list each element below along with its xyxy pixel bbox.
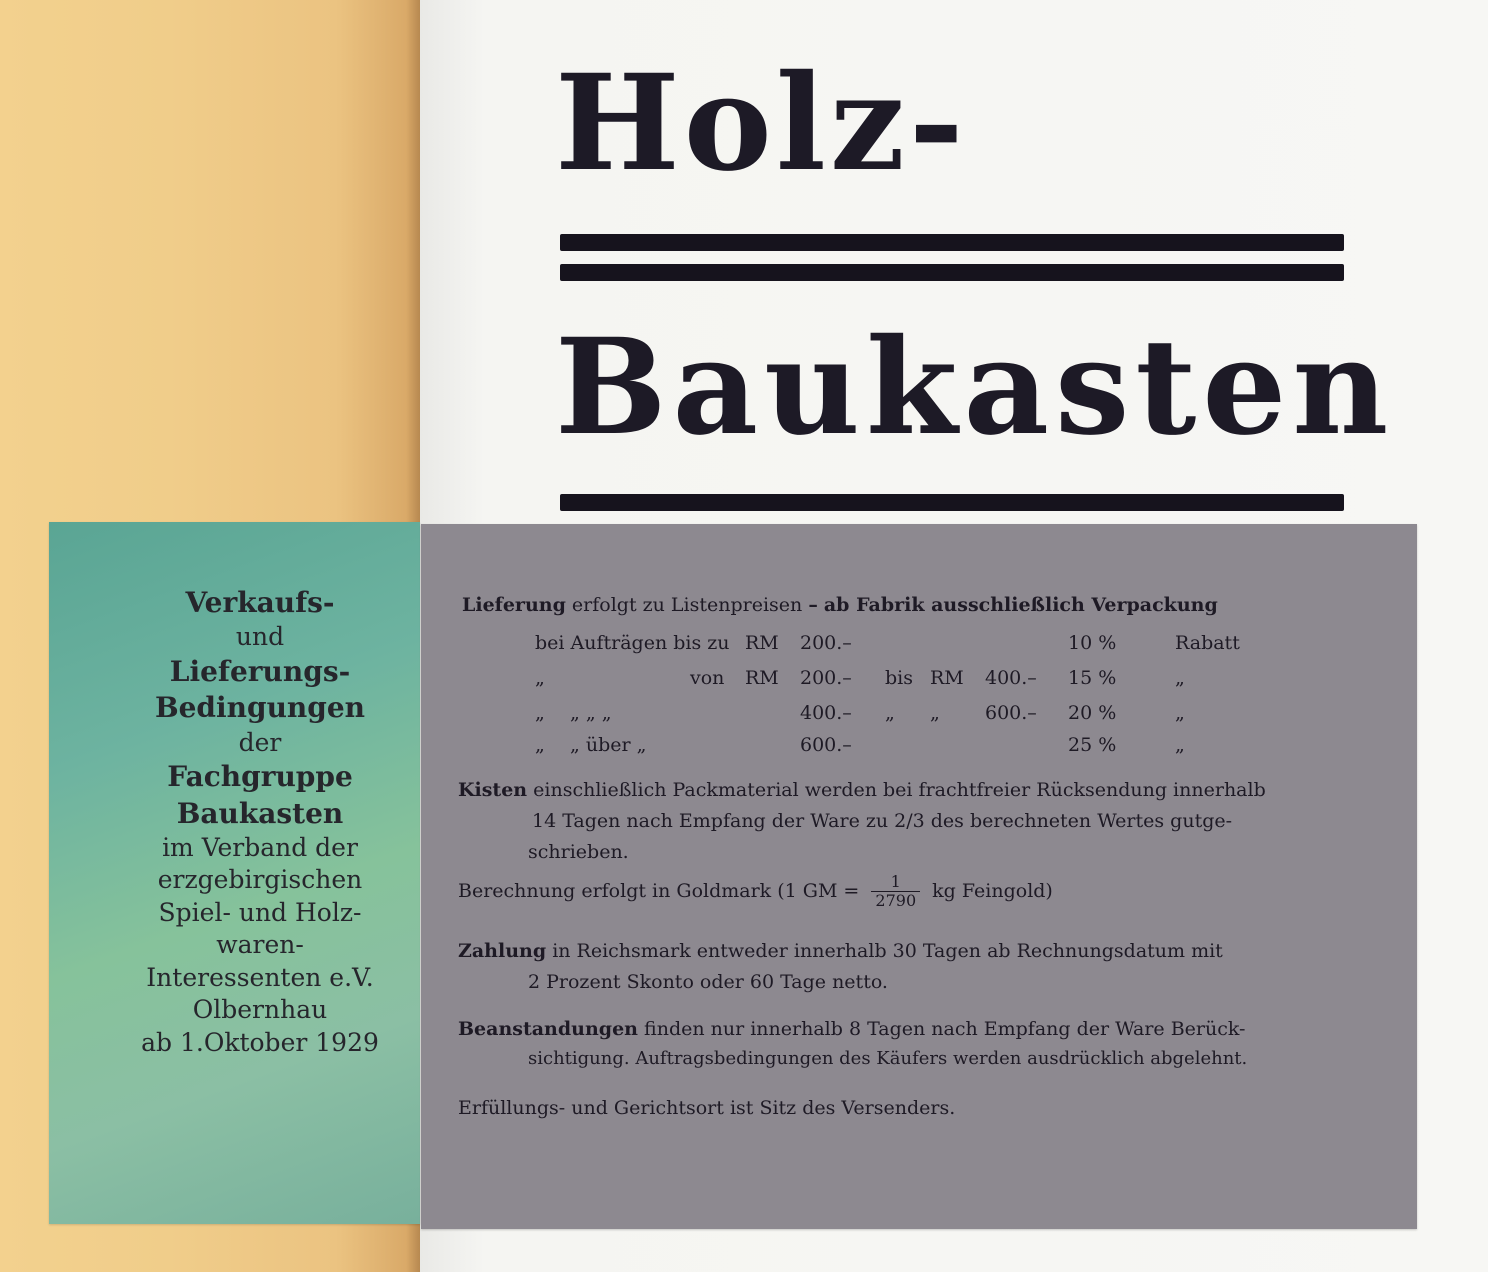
rabatt-amount-1: 400.– [800,702,852,724]
kisten-line-3: schrieben. [528,841,629,863]
rabatt-discount-label: Rabatt [1175,632,1240,654]
cover-line: Spiel- und Holz- [158,897,362,927]
lieferung-line [462,596,1218,615]
rabatt-discount-percent: 25 % [1068,734,1117,756]
rabatt-discount-label: „ [1175,734,1185,756]
cover-line: Lieferungs- [169,654,351,688]
title-line-1: Holz- [555,46,968,201]
rabatt-order-qualifier: bei Aufträgen bis zu [535,632,730,654]
rabatt-amount-2: 400.– [985,667,1037,689]
title-rule-3 [560,494,1344,511]
beanstandungen-term: Beanstandungen [458,1018,638,1040]
zahlung-line-2: 2 Prozent Skonto oder 60 Tage netto. [528,971,888,993]
berechnung-text: Berechnung erfolgt in Goldmark (1 GM = [458,879,860,902]
kisten-line-2: 14 Tagen nach Empfang der Ware zu 2/3 des berechneten Wertes gutge- [532,810,1233,832]
kisten-text-1: einschließlich Packmaterial werden bei frachtfreier Rücksendung innerhalb [533,779,1266,801]
lieferung-emphasis: ab Fabrik ausschließlich Verpackung [823,594,1218,616]
beanstandungen-text-1: finden nur innerhalb 8 Tagen nach Empfang der Ware Berück- [644,1018,1246,1040]
rabatt-order-qualifier: „ [535,734,545,756]
berechnung-line [458,873,1053,911]
rabatt-range-to: bis [885,667,913,689]
lieferung-dash: – [808,594,818,616]
fraction-numerator: 1 [871,873,920,892]
rabatt-range-to: „ [885,702,895,724]
kisten-term: Kisten [458,779,528,801]
rabatt-discount-percent: 10 % [1068,632,1117,654]
rabatt-currency-1: RM [745,632,779,654]
gerichtsort-line: Erfüllungs- und Gerichtsort ist Sitz des Versenders. [458,1097,956,1119]
cover-line: waren- [216,930,304,960]
cover-line: im Verband der [162,832,358,862]
zahlung-term: Zahlung [458,940,547,962]
kisten-line-1 [458,781,1266,800]
cover-line: Baukasten [176,796,344,830]
lieferung-text: erfolgt zu Listenpreisen [571,594,803,616]
cover-line: und [235,622,285,652]
cover-line: Olbernhau [192,995,328,1025]
lieferung-term: Lieferung [462,594,566,616]
rabatt-range-from: von [690,667,725,689]
title-rule-2 [560,264,1344,281]
cover-line: Fachgruppe [167,760,353,794]
rabatt-amount-1: 200.– [800,667,852,689]
beanstandungen-line-1 [458,1020,1245,1039]
cover-line: Verkaufs- [185,586,335,619]
cover-line: Bedingungen [154,691,366,725]
zahlung-text-1: in Reichsmark entweder innerhalb 30 Tagen ab Rechnungsdatum mit [552,940,1223,962]
cover-line: erzgebirgischen [157,865,363,895]
cover-line: ab 1.Oktober 1929 [141,1027,379,1057]
title-line-2: Baukasten [555,310,1395,465]
title-rule-1 [560,234,1344,251]
rabatt-discount-percent: 15 % [1068,667,1117,689]
rabatt-range-from: „ „ „ [570,702,612,724]
rabatt-discount-label: „ [1175,667,1185,689]
rabatt-currency-2: „ [930,702,940,724]
goldmark-fraction [871,873,920,911]
rabatt-discount-label: „ [1175,702,1185,724]
cover-line: der [238,727,282,757]
cover-line: Interessenten e.V. [146,962,374,992]
fraction-denominator: 2790 [875,891,917,911]
rabatt-amount-1: 600.– [800,734,852,756]
berechnung-unit: kg Feingold) [932,879,1053,902]
rabatt-currency-1: RM [745,667,779,689]
conditions-cover-text [95,585,425,1059]
rabatt-amount-2: 600.– [985,702,1037,724]
zahlung-line-1 [458,942,1223,961]
rabatt-range-from: „ über „ [570,734,647,756]
rabatt-order-qualifier: „ [535,702,545,724]
rabatt-order-qualifier: „ [535,667,545,689]
rabatt-currency-2: RM [930,667,964,689]
beanstandungen-line-2: sichtigung. Auftragsbedingungen des Käufers werden ausdrücklich abgelehnt. [528,1048,1248,1069]
rabatt-discount-percent: 20 % [1068,702,1117,724]
rabatt-amount-1: 200.– [800,632,852,654]
